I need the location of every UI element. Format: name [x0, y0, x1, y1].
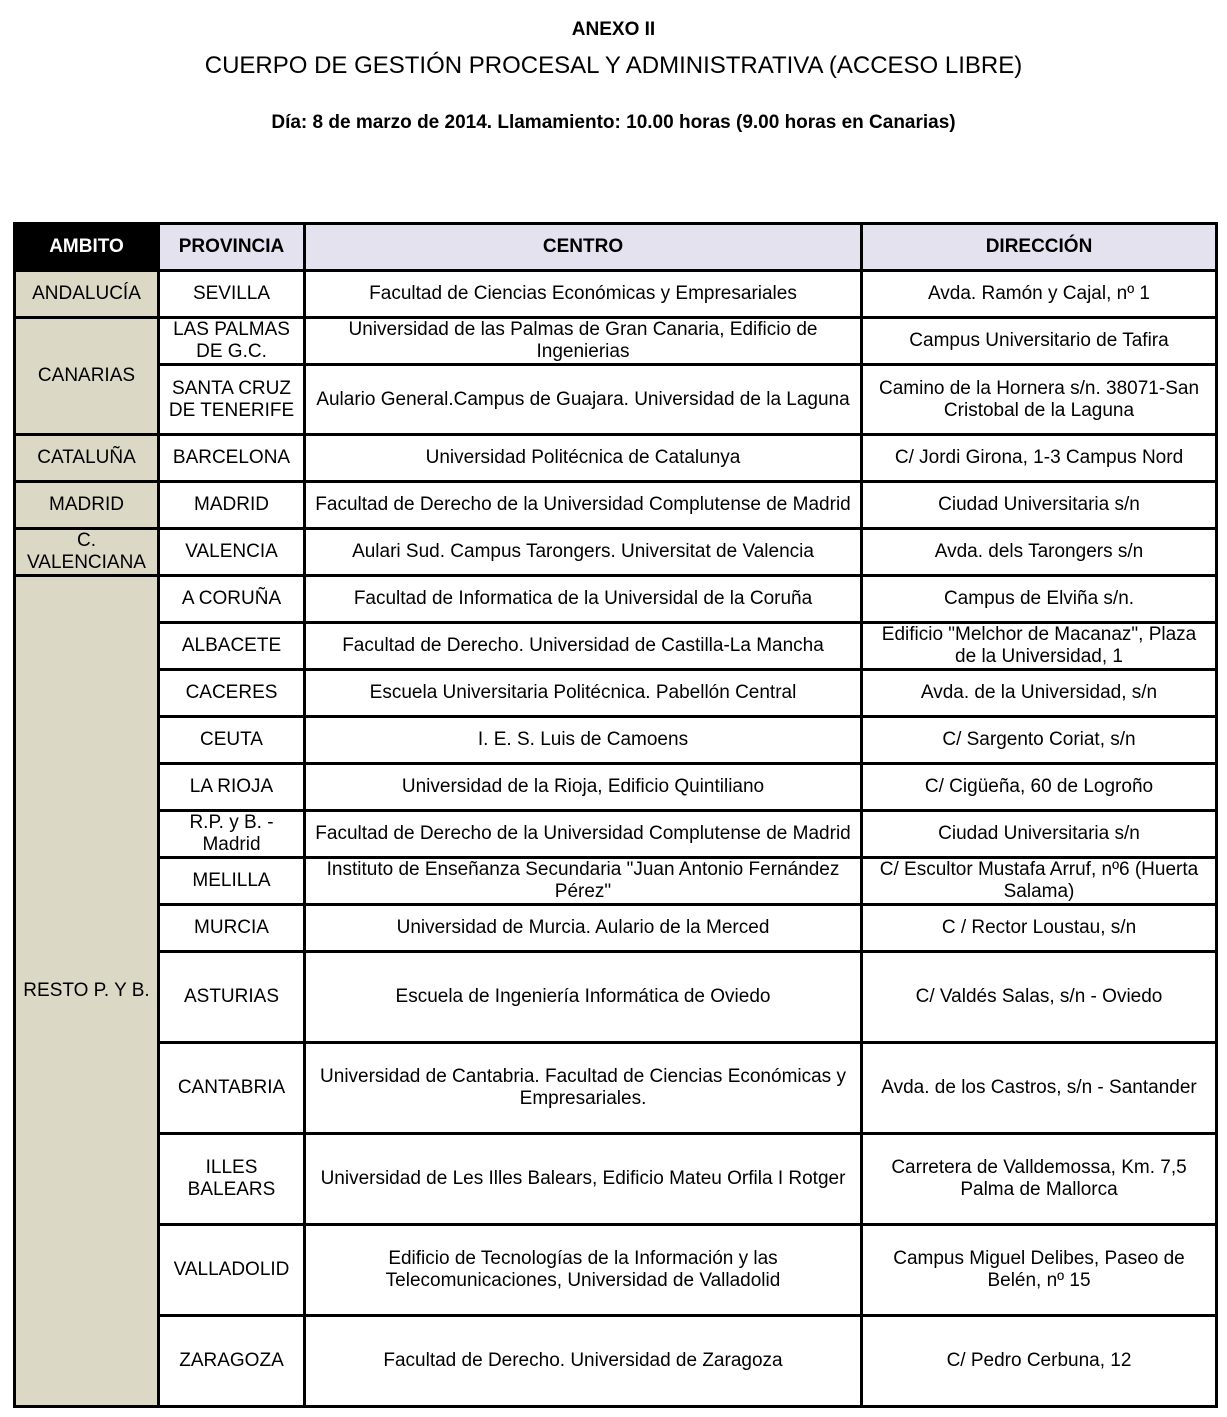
table-row	[15, 365, 1217, 435]
provincia-cell: LA RIOJA	[159, 764, 305, 811]
centro-cell: Universidad de Cantabria. Facultad de Ciencias Económicas y Empresariales.	[305, 1043, 862, 1134]
provincia-cell: ALBACETE	[159, 623, 305, 670]
table-row	[15, 482, 1217, 529]
provincia-cell: R.P. y B. - Madrid	[159, 811, 305, 858]
direccion-cell: Avda. de la Universidad, s/n	[862, 670, 1217, 717]
provincia-cell: ZARAGOZA	[159, 1316, 305, 1407]
centro-cell: Escuela Universitaria Politécnica. Pabellón Central	[305, 670, 862, 717]
provincia-cell: VALLADOLID	[159, 1225, 305, 1316]
provincia-cell: ASTURIAS	[159, 952, 305, 1043]
direccion-cell: Campus Miguel Delibes, Paseo de Belén, nº 15	[862, 1225, 1217, 1316]
centro-cell: Edificio de Tecnologías de la Información y las Telecomunicaciones, Universidad de Valladolid	[305, 1225, 862, 1316]
centro-cell: Aulari Sud. Campus Tarongers. Universitat de Valencia	[305, 529, 862, 576]
centro-cell: Universidad de Les Illes Balears, Edificio Mateu Orfila I Rotger	[305, 1134, 862, 1225]
provincia-cell: CEUTA	[159, 717, 305, 764]
table-row	[15, 764, 1217, 811]
table-row	[15, 717, 1217, 764]
direccion-cell: Campus Universitario de Tafira	[862, 318, 1217, 365]
direccion-cell: C / Rector Loustau, s/n	[862, 905, 1217, 952]
provincia-cell: SANTA CRUZ DE TENERIFE	[159, 365, 305, 435]
provincia-cell: MURCIA	[159, 905, 305, 952]
column-header-direccion: DIRECCIÓN	[862, 224, 1217, 271]
centro-cell: Facultad de Derecho de la Universidad Complutense de Madrid	[305, 482, 862, 529]
exam-locations-table	[13, 222, 1218, 1408]
direccion-cell: Camino de la Hornera s/n. 38071-San Cristobal de la Laguna	[862, 365, 1217, 435]
direccion-cell: C/ Jordi Girona, 1-3 Campus Nord	[862, 435, 1217, 482]
direccion-cell: Ciudad Universitaria s/n	[862, 811, 1217, 858]
centro-cell: Facultad de Ciencias Económicas y Empresariales	[305, 271, 862, 318]
centro-cell: Universidad de la Rioja, Edificio Quintiliano	[305, 764, 862, 811]
provincia-cell: CANTABRIA	[159, 1043, 305, 1134]
provincia-cell: LAS PALMAS DE G.C.	[159, 318, 305, 365]
direccion-cell: Avda. dels Tarongers s/n	[862, 529, 1217, 576]
ambito-cell: CATALUÑA	[15, 435, 159, 482]
provincia-cell: MADRID	[159, 482, 305, 529]
direccion-cell: Avda. de los Castros, s/n - Santander	[862, 1043, 1217, 1134]
table-row	[15, 271, 1217, 318]
direccion-cell: Campus de Elviña s/n.	[862, 576, 1217, 623]
centro-cell: Aulario General.Campus de Guajara. Universidad de la Laguna	[305, 365, 862, 435]
table-row	[15, 576, 1217, 623]
provincia-cell: BARCELONA	[159, 435, 305, 482]
table-row	[15, 623, 1217, 670]
centro-cell: Instituto de Enseñanza Secundaria "Juan Antonio Fernández Pérez"	[305, 858, 862, 905]
direccion-cell: Ciudad Universitaria s/n	[862, 482, 1217, 529]
table-header-row	[15, 224, 1217, 271]
centro-cell: Universidad de Murcia. Aulario de la Merced	[305, 905, 862, 952]
table-row	[15, 435, 1217, 482]
direccion-cell: Avda. Ramón y Cajal, nº 1	[862, 271, 1217, 318]
table-row	[15, 858, 1217, 905]
direccion-cell: C/ Sargento Coriat, s/n	[862, 717, 1217, 764]
direccion-cell: C/ Escultor Mustafa Arruf, nº6 (Huerta Salama)	[862, 858, 1217, 905]
direccion-cell: C/ Pedro Cerbuna, 12	[862, 1316, 1217, 1407]
table-row	[15, 1316, 1217, 1407]
table-row	[15, 529, 1217, 576]
provincia-cell: VALENCIA	[159, 529, 305, 576]
table-row	[15, 670, 1217, 717]
provincia-cell: MELILLA	[159, 858, 305, 905]
column-header-provincia: PROVINCIA	[159, 224, 305, 271]
centro-cell: Universidad Politécnica de Catalunya	[305, 435, 862, 482]
table-row	[15, 1225, 1217, 1316]
provincia-cell: ILLES BALEARS	[159, 1134, 305, 1225]
centro-cell: Facultad de Derecho. Universidad de Zaragoza	[305, 1316, 862, 1407]
ambito-cell: C. VALENCIANA	[15, 529, 159, 576]
centro-cell: Facultad de Informatica de la Universidal de la Coruña	[305, 576, 862, 623]
centro-cell: Universidad de las Palmas de Gran Canaria, Edificio de Ingenierias	[305, 318, 862, 365]
ambito-cell: MADRID	[15, 482, 159, 529]
direccion-cell: C/ Cigüeña, 60 de Logroño	[862, 764, 1217, 811]
centro-cell: Escuela de Ingeniería Informática de Oviedo	[305, 952, 862, 1043]
table-row	[15, 952, 1217, 1043]
annex-title: ANEXO II	[571, 19, 656, 40]
exam-date-line: Día: 8 de marzo de 2014. Llamamiento: 10.00 horas (9.00 horas en Canarias)	[271, 112, 956, 133]
centro-cell: I. E. S. Luis de Camoens	[305, 717, 862, 764]
direccion-cell: Edificio "Melchor de Macanaz", Plaza de la Universidad, 1	[862, 623, 1217, 670]
table-row	[15, 1043, 1217, 1134]
table-row	[15, 1134, 1217, 1225]
provincia-cell: SEVILLA	[159, 271, 305, 318]
table-row	[15, 811, 1217, 858]
centro-cell: Facultad de Derecho de la Universidad Complutense de Madrid	[305, 811, 862, 858]
column-header-centro: CENTRO	[305, 224, 862, 271]
table-row	[15, 905, 1217, 952]
direccion-cell: C/ Valdés Salas, s/n - Oviedo	[862, 952, 1217, 1043]
table-row	[15, 318, 1217, 365]
document-title: CUERPO DE GESTIÓN PROCESAL Y ADMINISTRATIVA (ACCESO LIBRE)	[204, 52, 1023, 79]
ambito-cell: CANARIAS	[15, 318, 159, 435]
centro-cell: Facultad de Derecho. Universidad de Castilla-La Mancha	[305, 623, 862, 670]
provincia-cell: A CORUÑA	[159, 576, 305, 623]
ambito-cell: ANDALUCÍA	[15, 271, 159, 318]
ambito-cell: RESTO P. Y B.	[15, 576, 159, 1407]
column-header-ambito: AMBITO	[15, 224, 159, 271]
direccion-cell: Carretera de Valldemossa, Km. 7,5 Palma de Mallorca	[862, 1134, 1217, 1225]
provincia-cell: CACERES	[159, 670, 305, 717]
